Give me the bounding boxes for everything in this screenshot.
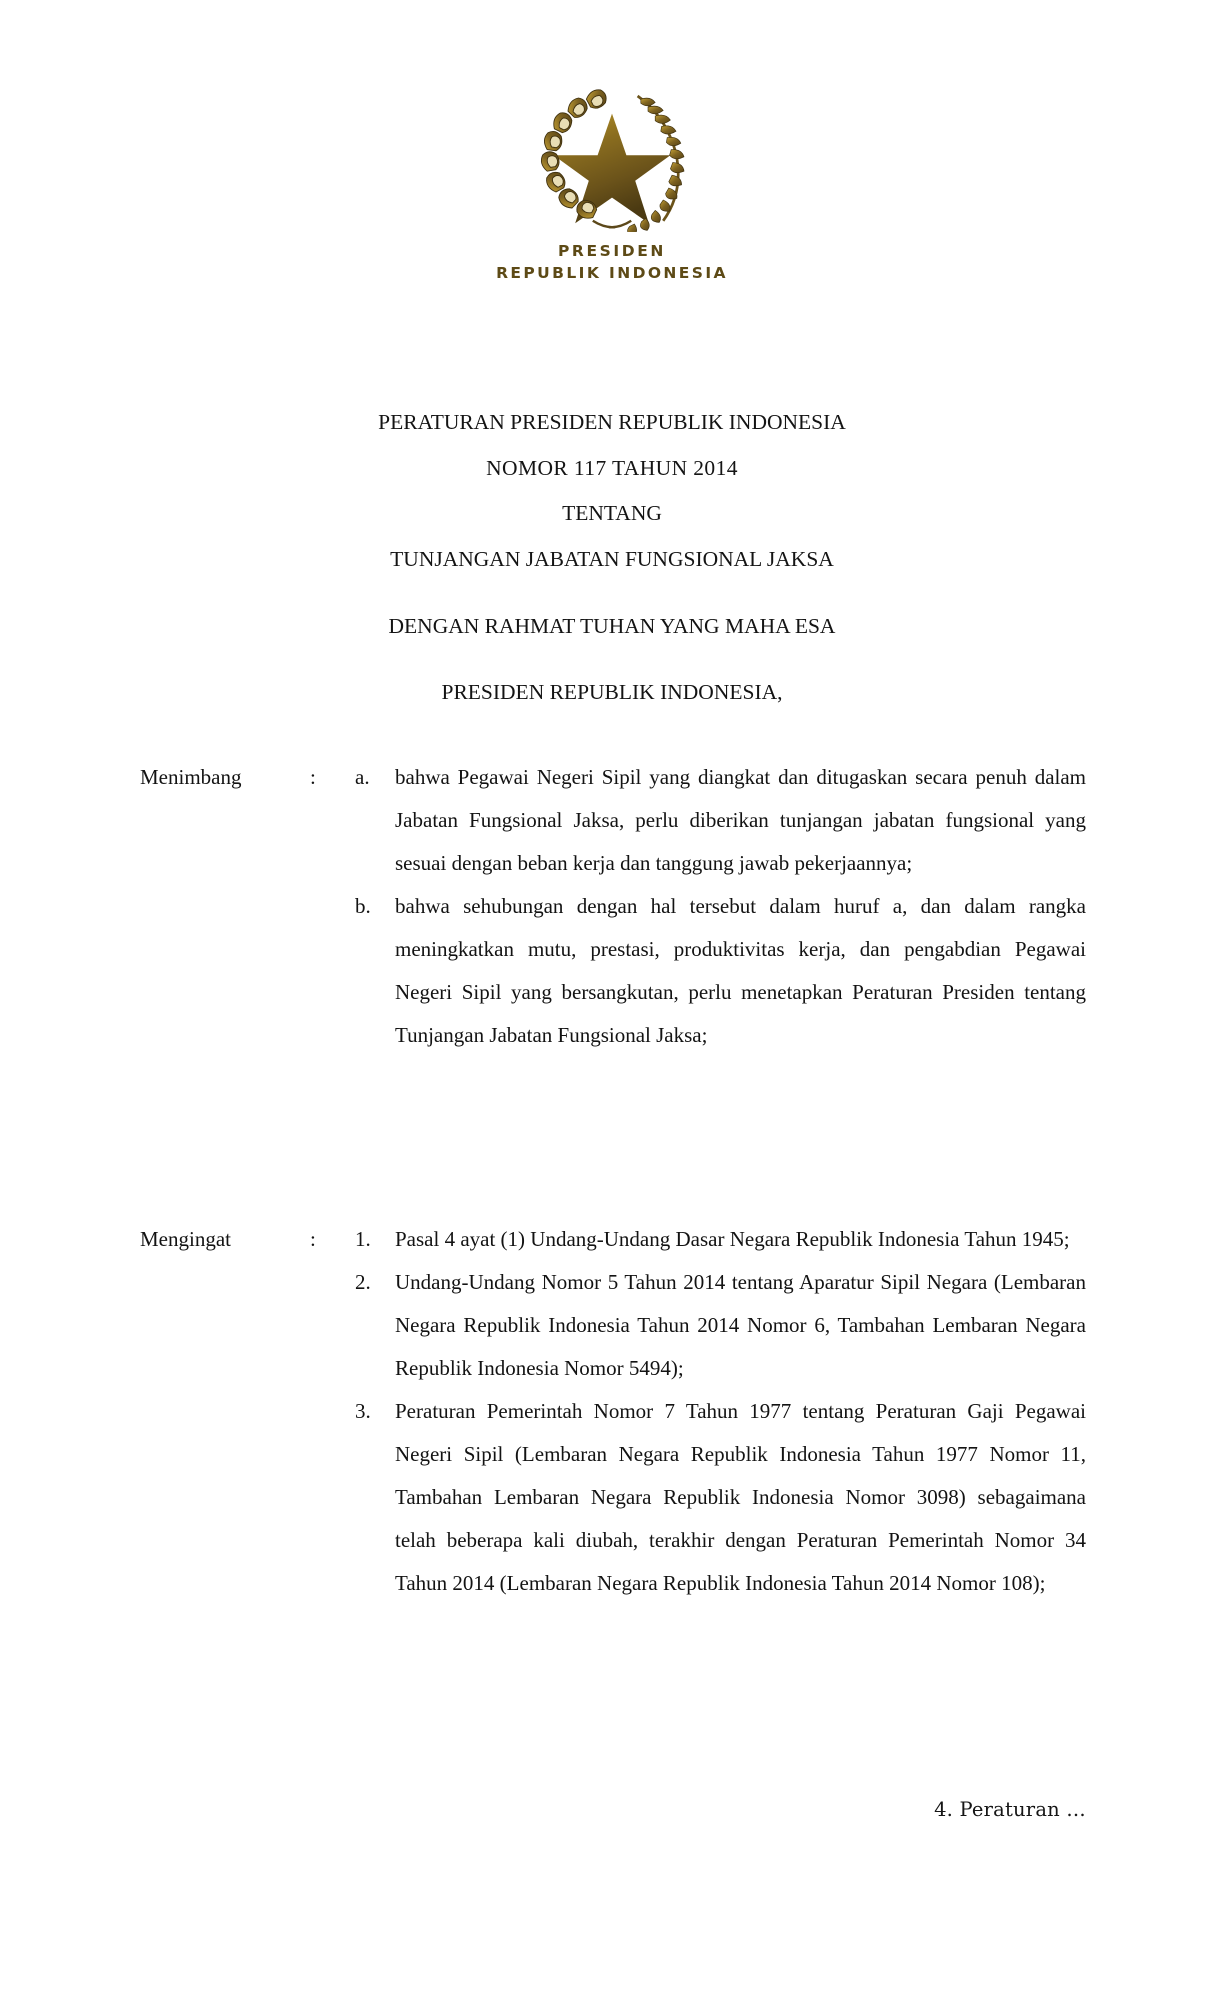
title-line-nomor-tahun: NOMOR 117 TAHUN 2014 [486,455,738,480]
list-item [355,756,1086,885]
mengingat-label: Mengingat [140,1227,231,1251]
list-item [355,1218,1086,1261]
list-item [355,1390,1086,1605]
mengingat-item-marker-3: 3. [355,1399,371,1423]
list-item [355,1261,1086,1390]
title-line-presiden-ri: PRESIDEN REPUBLIK INDONESIA, [441,679,783,704]
mengingat-row [140,1218,1086,1605]
document-title-block [0,412,1224,703]
mengingat-colon: : [310,1227,316,1251]
list-item [355,885,1086,1057]
page-catchword: 4. Peraturan … [934,1798,1086,1821]
menimbang-section [140,756,1086,1057]
mengingat-section [140,1218,1086,1605]
mengingat-item-marker-2: 2. [355,1270,371,1294]
menimbang-item-marker-b: b. [355,894,371,918]
title-line-subject: TUNJANGAN JABATAN FUNGSIONAL JAKSA [390,546,834,571]
menimbang-row [140,756,1086,1057]
masthead-title [496,240,728,284]
title-line-peraturan-presiden: PERATURAN PRESIDEN REPUBLIK INDONESIA [378,410,846,434]
menimbang-item-text-b: bahwa sehubungan dengan hal tersebut dalam huruf a, dan dalam rangka meningkatkan mutu, prestasi, produktivitas kerja, dan pengabdian Pegawai Negeri Sipil yang bersangkutan, perlu menetapkan Peraturan Presiden tentang Tunjangan Jabatan Fungsional Jaksa; [395,894,1086,1047]
menimbang-colon: : [310,765,316,789]
mengingat-item-text-2: Undang-Undang Nomor 5 Tahun 2014 tentang Aparatur Sipil Negara (Lembaran Negara Republik Indonesia Tahun 2014 Nomor 6, Tambahan Lembaran Negara Republik Indonesia Nomor 5494); [395,1270,1086,1380]
mengingat-item-text-3: Peraturan Pemerintah Nomor 7 Tahun 1977 tentang Peraturan Gaji Pegawai Negeri Sipil (Lembaran Negara Republik Indonesia Tahun 1977 Nomor 11, Tambahan Lembaran Negara Republik Indonesia Nomor 3098) sebagaimana telah beberapa kali diubah, terakhir dengan Peraturan Pemerintah Nomor 34 Tahun 2014 (Lembaran Negara Republik Indonesia Tahun 2014 Nomor 108); [395,1399,1086,1595]
masthead-line-republik-indonesia: REPUBLIK INDONESIA [496,264,728,282]
masthead-line-presiden: PRESIDEN [557,242,667,260]
title-line-tentang: TENTANG [562,501,662,525]
garuda-star-emblem [524,72,700,232]
mengingat-item-text-1: Pasal 4 ayat (1) Undang-Undang Dasar Negara Republik Indonesia Tahun 1945; [395,1227,1070,1251]
title-spacer-2 [0,662,1224,682]
mengingat-items [355,1218,1086,1605]
title-line-dengan-rahmat: DENGAN RAHMAT TUHAN YANG MAHA ESA [388,614,836,638]
menimbang-item-marker-a: a. [355,765,370,789]
menimbang-label: Menimbang [140,765,242,789]
title-spacer-1 [0,594,1224,616]
masthead [0,72,1224,284]
mengingat-item-marker-1: 1. [355,1227,371,1251]
menimbang-item-text-a: bahwa Pegawai Negeri Sipil yang diangkat dan ditugaskan secara penuh dalam Jabatan Fungsional Jaksa, perlu diberikan tunjangan jabatan fungsional yang sesuai dengan beban kerja dan tanggung jawab pekerjaannya; [395,765,1086,875]
menimbang-items [355,756,1086,1057]
